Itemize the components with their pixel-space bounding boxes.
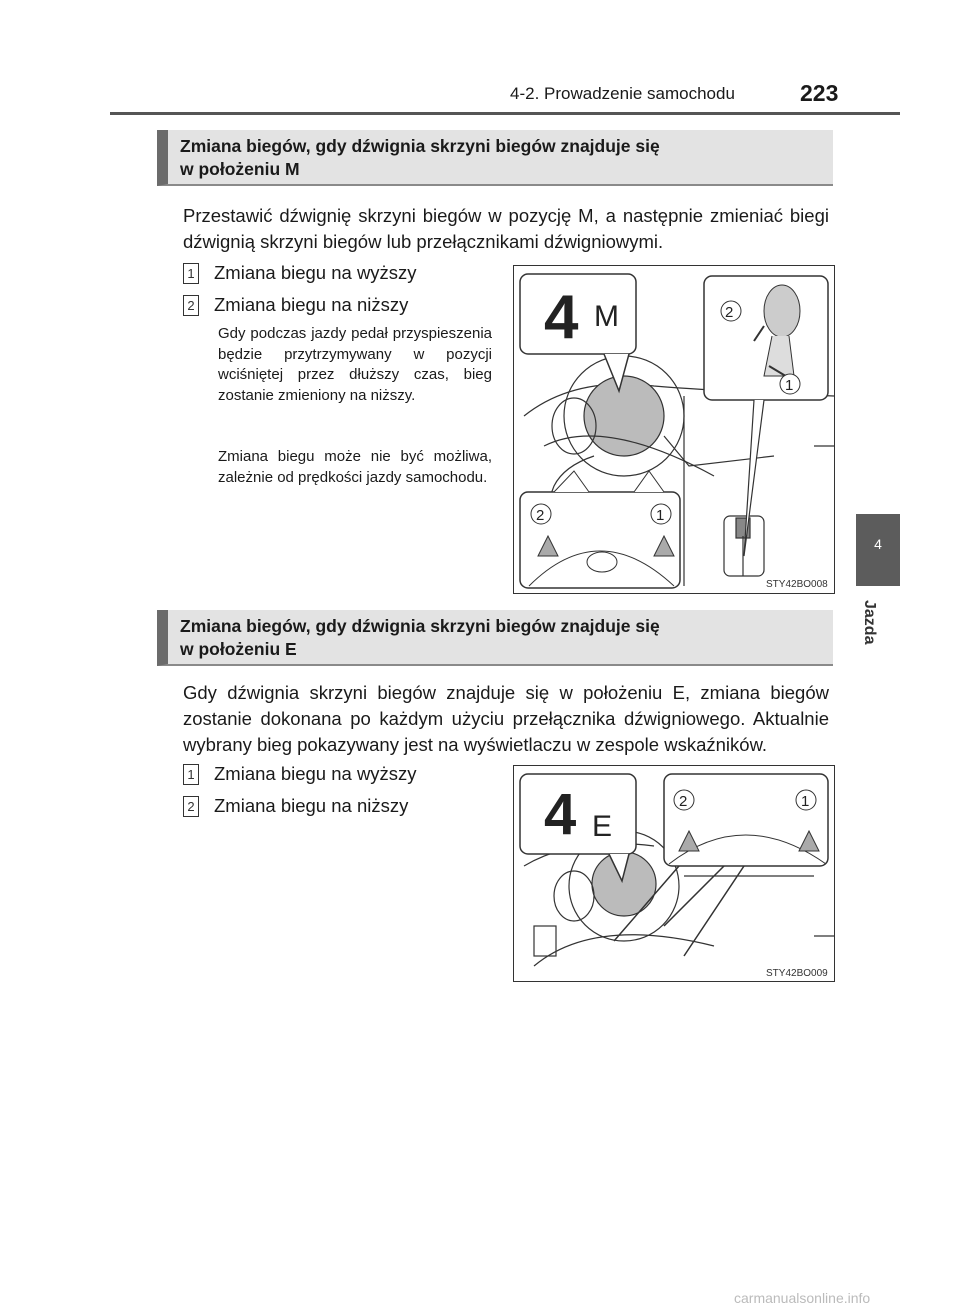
- note-kickdown: Gdy podczas jazdy pedał przyspieszenia będzie przytrzymywany w pozycji wciśniętej przez dłuższy czas, bieg zostanie zmieniony na niższy.: [218, 325, 492, 404]
- callout-up: 1: [785, 377, 794, 394]
- chapter-tab: 4: [856, 514, 900, 586]
- list-item: [183, 763, 417, 785]
- item-label: Zmiana biegu na niższy: [214, 294, 409, 315]
- section-heading-m-line2: w położeniu M: [180, 159, 300, 179]
- mode-letter: E: [592, 810, 613, 843]
- gear-digit: 4: [544, 782, 577, 847]
- paddle-callout-up: 1: [656, 507, 665, 524]
- dashboard-illustration-m: [514, 266, 834, 593]
- figure-code: STY42BO009: [766, 968, 828, 979]
- item-number: 2: [183, 796, 199, 817]
- section-heading-e-line1: Zmiana biegów, gdy dźwignia skrzyni biegów znajduje się: [180, 616, 660, 636]
- item-label: Zmiana biegu na niższy: [214, 795, 409, 816]
- paddle-callout-down: 2: [679, 793, 688, 810]
- item-number: 2: [183, 295, 199, 316]
- item-label: Zmiana biegu na wyższy: [214, 262, 417, 283]
- dashboard-illustration-e: [514, 766, 834, 981]
- section-e-intro: Gdy dźwignia skrzyni biegów znajduje się w położeniu E, zmiana biegów zostanie dokonana po każdym użyciu przełącznika dźwigniowego. Aktualnie wybrany bieg pokazywany jest na wyświetlaczu w zespole wskaźników.: [183, 682, 829, 755]
- section-heading-e: [157, 610, 833, 666]
- item-number: 1: [183, 764, 199, 785]
- figure-code: STY42BO008: [766, 579, 828, 590]
- paddle-callout-up: 1: [801, 793, 810, 810]
- note-speed: Zmiana biegu może nie być możliwa, zależnie od prędkości jazdy samochodu.: [218, 448, 492, 486]
- mode-letter: M: [594, 300, 619, 333]
- callout-down: 2: [725, 304, 734, 321]
- list-item: [183, 262, 417, 284]
- figure-e-mode: [513, 765, 835, 982]
- figure-m-mode: [513, 265, 835, 594]
- item-label: Zmiana biegu na wyższy: [214, 763, 417, 784]
- footer-watermark: carmanualsonline.info: [734, 1290, 871, 1306]
- header-rule: [110, 112, 900, 115]
- running-header-section: 4-2. Prowadzenie samochodu: [510, 84, 735, 103]
- section-heading-m-line1: Zmiana biegów, gdy dźwignia skrzyni biegów znajduje się: [180, 136, 660, 156]
- list-item: [183, 294, 408, 316]
- section-m-intro: Przestawić dźwignię skrzyni biegów w pozycję M, a następnie zmieniać biegi dźwignią skrzyni biegów lub przełącznikami dźwigniowymi.: [183, 205, 829, 252]
- chapter-label: Jazda: [861, 600, 878, 645]
- list-item: [183, 795, 408, 817]
- paddle-callout-down: 2: [536, 507, 545, 524]
- gear-digit: 4: [544, 283, 579, 352]
- page-number: 223: [800, 80, 839, 106]
- section-heading-e-line2: w położeniu E: [180, 639, 297, 659]
- section-heading-m: [157, 130, 833, 186]
- item-number: 1: [183, 263, 199, 284]
